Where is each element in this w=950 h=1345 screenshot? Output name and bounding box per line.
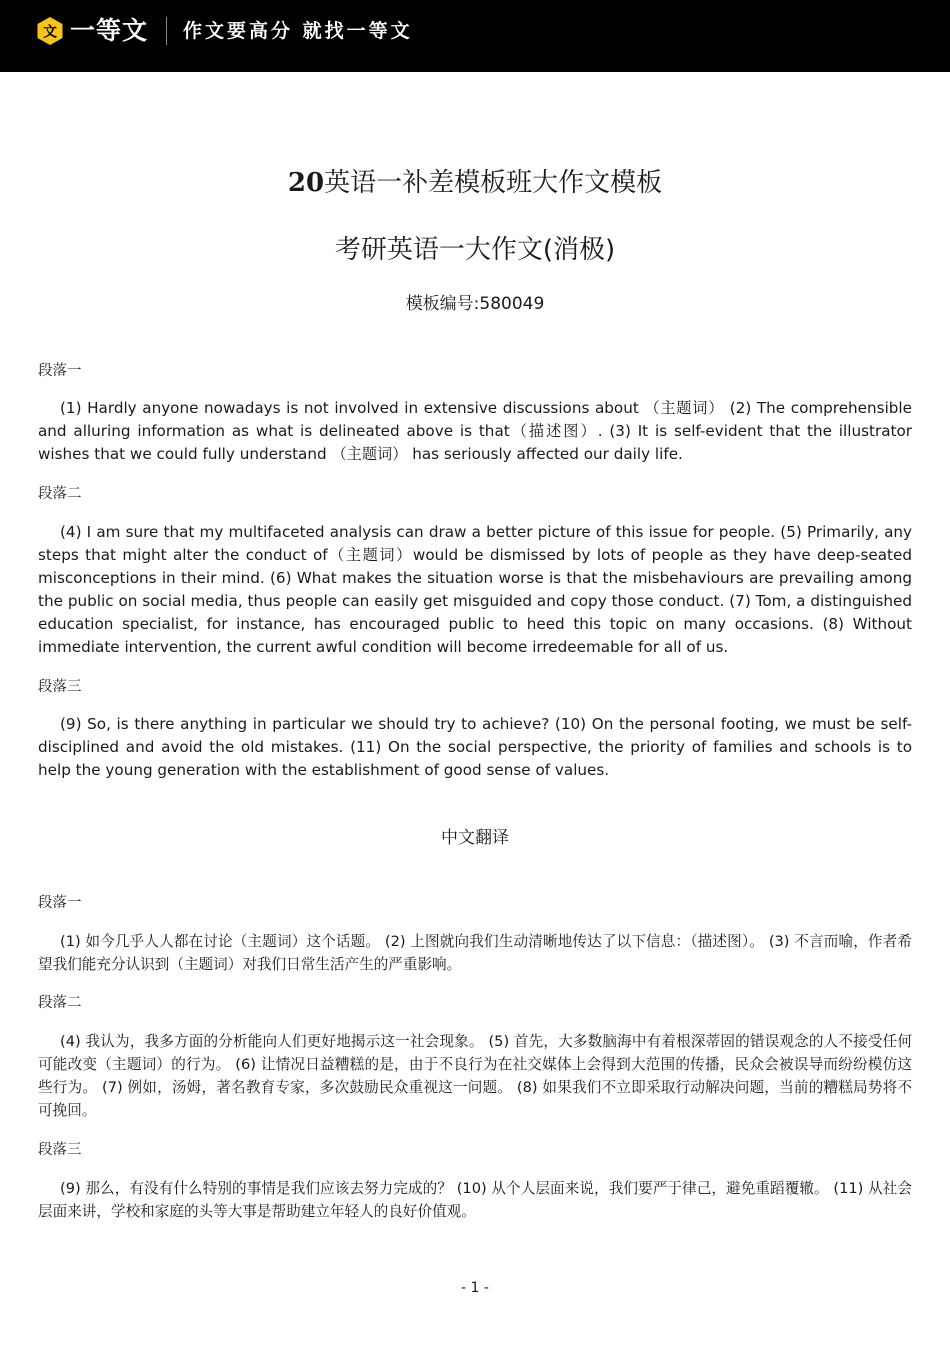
en-paragraph-2: (4) I am sure that my multifaceted analysis can draw a better picture of this issue for people. (5) Primarily, any steps that might alter the conduct of（主题词）would be dismissed by lots of people as they have deep-seated misconceptions in their mind. (6) What makes the situation worse is that the misbehaviours are prevailing among the public on social media, thus people can easily get misguided and copy those conduct. (7) Tom, a distinguished education specialist, for instance, has encouraged public to heed this topic on many occasions. (8) Without immediate intervention, the current awful condition will become irredeemable for all of us. [38,523,912,656]
cn-paragraph-2-label: 段落二 [38,995,82,1011]
template-number: 模板编号:580049 [405,294,545,314]
cn-paragraph-1-label: 段落一 [38,895,82,911]
header-slogan: 作文要高分 就找一等文 [183,20,413,42]
title-text: 英语一补差模板班大作文模板 [324,168,663,198]
brand-name[interactable]: 一等文 [70,16,149,45]
page-number: - 1 - [461,1280,489,1296]
en-paragraph-3: (9) So, is there anything in particular we should try to achieve? (10) On the personal footing, we must be self-disciplined and avoid the old mistakes. (11) On the social perspective, the priority of families and schools is to help the young generation with the establishment of good sense of values. [38,715,912,779]
logo-glyph: 文 [43,24,57,41]
en-paragraph-1: (1) Hardly anyone nowadays is not involved in extensive discussions about （主题词） (2) The comprehensible and alluring information as what is delineated above is that（描述图）. (3) It is self-evident that the illustrator wishes that we could fully understand （主题词） has seriously affected our daily life. [38,399,912,463]
cn-paragraph-3: (9) 那么，有没有什么特别的事情是我们应该去努力完成的？ (10) 从个人层面来说，我们要严于律己，避免重蹈覆辙。 (11) 从社会层面来讲，学校和家庭的头等大事是帮助建立年轻人的良好价值观。 [38,1180,912,1220]
en-paragraph-1-label: 段落一 [38,363,82,379]
en-paragraph-3-label: 段落三 [38,679,82,695]
document-title [0,165,950,201]
top-banner [0,0,950,72]
logo-icon[interactable] [35,16,65,46]
cn-paragraph-1: (1) 如今几乎人人都在讨论（主题词）这个话题。 (2) 上图就向我们生动清晰地传达了以下信息：（描述图）。 (3) 不言而喻，作者希望我们能充分认识到（主题词）对我们日常生活产生的严重影响。 [38,933,912,973]
translation-heading: 中文翻译 [441,828,509,848]
cn-paragraph-3-label: 段落三 [38,1142,82,1158]
title-number: 20 [287,168,325,198]
document-subtitle: 考研英语一大作文(消极) [334,235,616,265]
header-divider [166,17,167,45]
en-paragraph-2-label: 段落二 [38,486,82,502]
cn-paragraph-2: (4) 我认为，我多方面的分析能向人们更好地揭示这一社会现象。 (5) 首先，大多数脑海中有着根深蒂固的错误观念的人不接受任何可能改变（主题词）的行为。 (6) 让情况日益糟糕的是，由于不良行为在社交媒体上会得到大范围的传播，民众会被误导而纷纷模仿这些行为。 (7) 例如，汤姆，著名教育专家，多次鼓励民众重视这一问题。 (8) 如果我们不立即采取行动解决问题，当前的糟糕局势将不可挽回。 [38,1033,912,1119]
